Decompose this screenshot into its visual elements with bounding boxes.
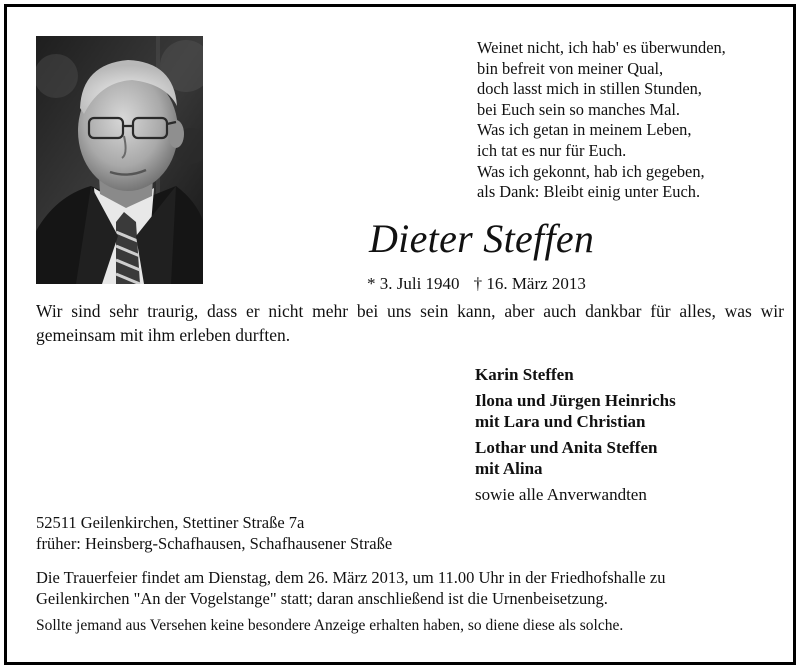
closing-note: Sollte jemand aus Versehen keine besondere Anzeige erhalten haben, so diene diese als solche. [36,617,624,634]
poem-line: Was ich getan in meinem Leben, [477,120,692,140]
grief-message: Wir sind sehr traurig, dass er nicht mehr bei uns sein kann, aber auch dankbar für alles, was wir gemeinsam mit ihm erleben durften. [36,301,784,345]
mourner-name: Lothar und Anita Steffen [475,437,658,457]
family-address [36,512,392,554]
obituary-notice [4,4,796,665]
mourner-name: mit Lara und Christian [475,412,646,431]
other-relatives: sowie alle Anverwandten [475,484,647,504]
portrait-photo [36,36,203,284]
poem-line: als Dank: Bleibt einig unter Euch. [477,182,701,202]
poem-line: ich tat es nur für Euch. [477,140,627,160]
funeral-service-info [36,567,736,609]
poem-line: Was ich gekonnt, hab ich gegeben, [477,161,705,181]
poem-line: Weinet nicht, ich hab' es überwunden, [477,38,726,57]
mourner-name: mit Alina [475,459,543,478]
service-line: Die Trauerfeier findet am Dienstag, dem 26. März 2013, um 11.00 Uhr in der Friedhofshalle zu [36,568,666,587]
life-dates [367,274,586,294]
memorial-poem [477,38,777,203]
birth-date: * 3. Juli 1940 [367,274,460,293]
mourner-name: Karin Steffen [475,365,574,384]
mourners-list [475,364,775,505]
service-line: Geilenkirchen "An der Vogelstange" statt; daran anschließend ist die Urnenbeisetzung. [36,589,608,608]
death-date: † 16. März 2013 [473,274,586,293]
poem-line: bin befreit von meiner Qual, [477,58,664,78]
current-address: 52511 Geilenkirchen, Stettiner Straße 7a [36,513,305,532]
poem-line: doch lasst mich in stillen Stunden, [477,79,702,99]
mourner-name: Ilona und Jürgen Heinrichs [475,390,676,410]
former-address: früher: Heinsberg-Schafhausen, Schafhausener Straße [36,534,393,553]
deceased-name: Dieter Steffen [369,216,595,261]
poem-line: bei Euch sein so manches Mal. [477,99,681,119]
